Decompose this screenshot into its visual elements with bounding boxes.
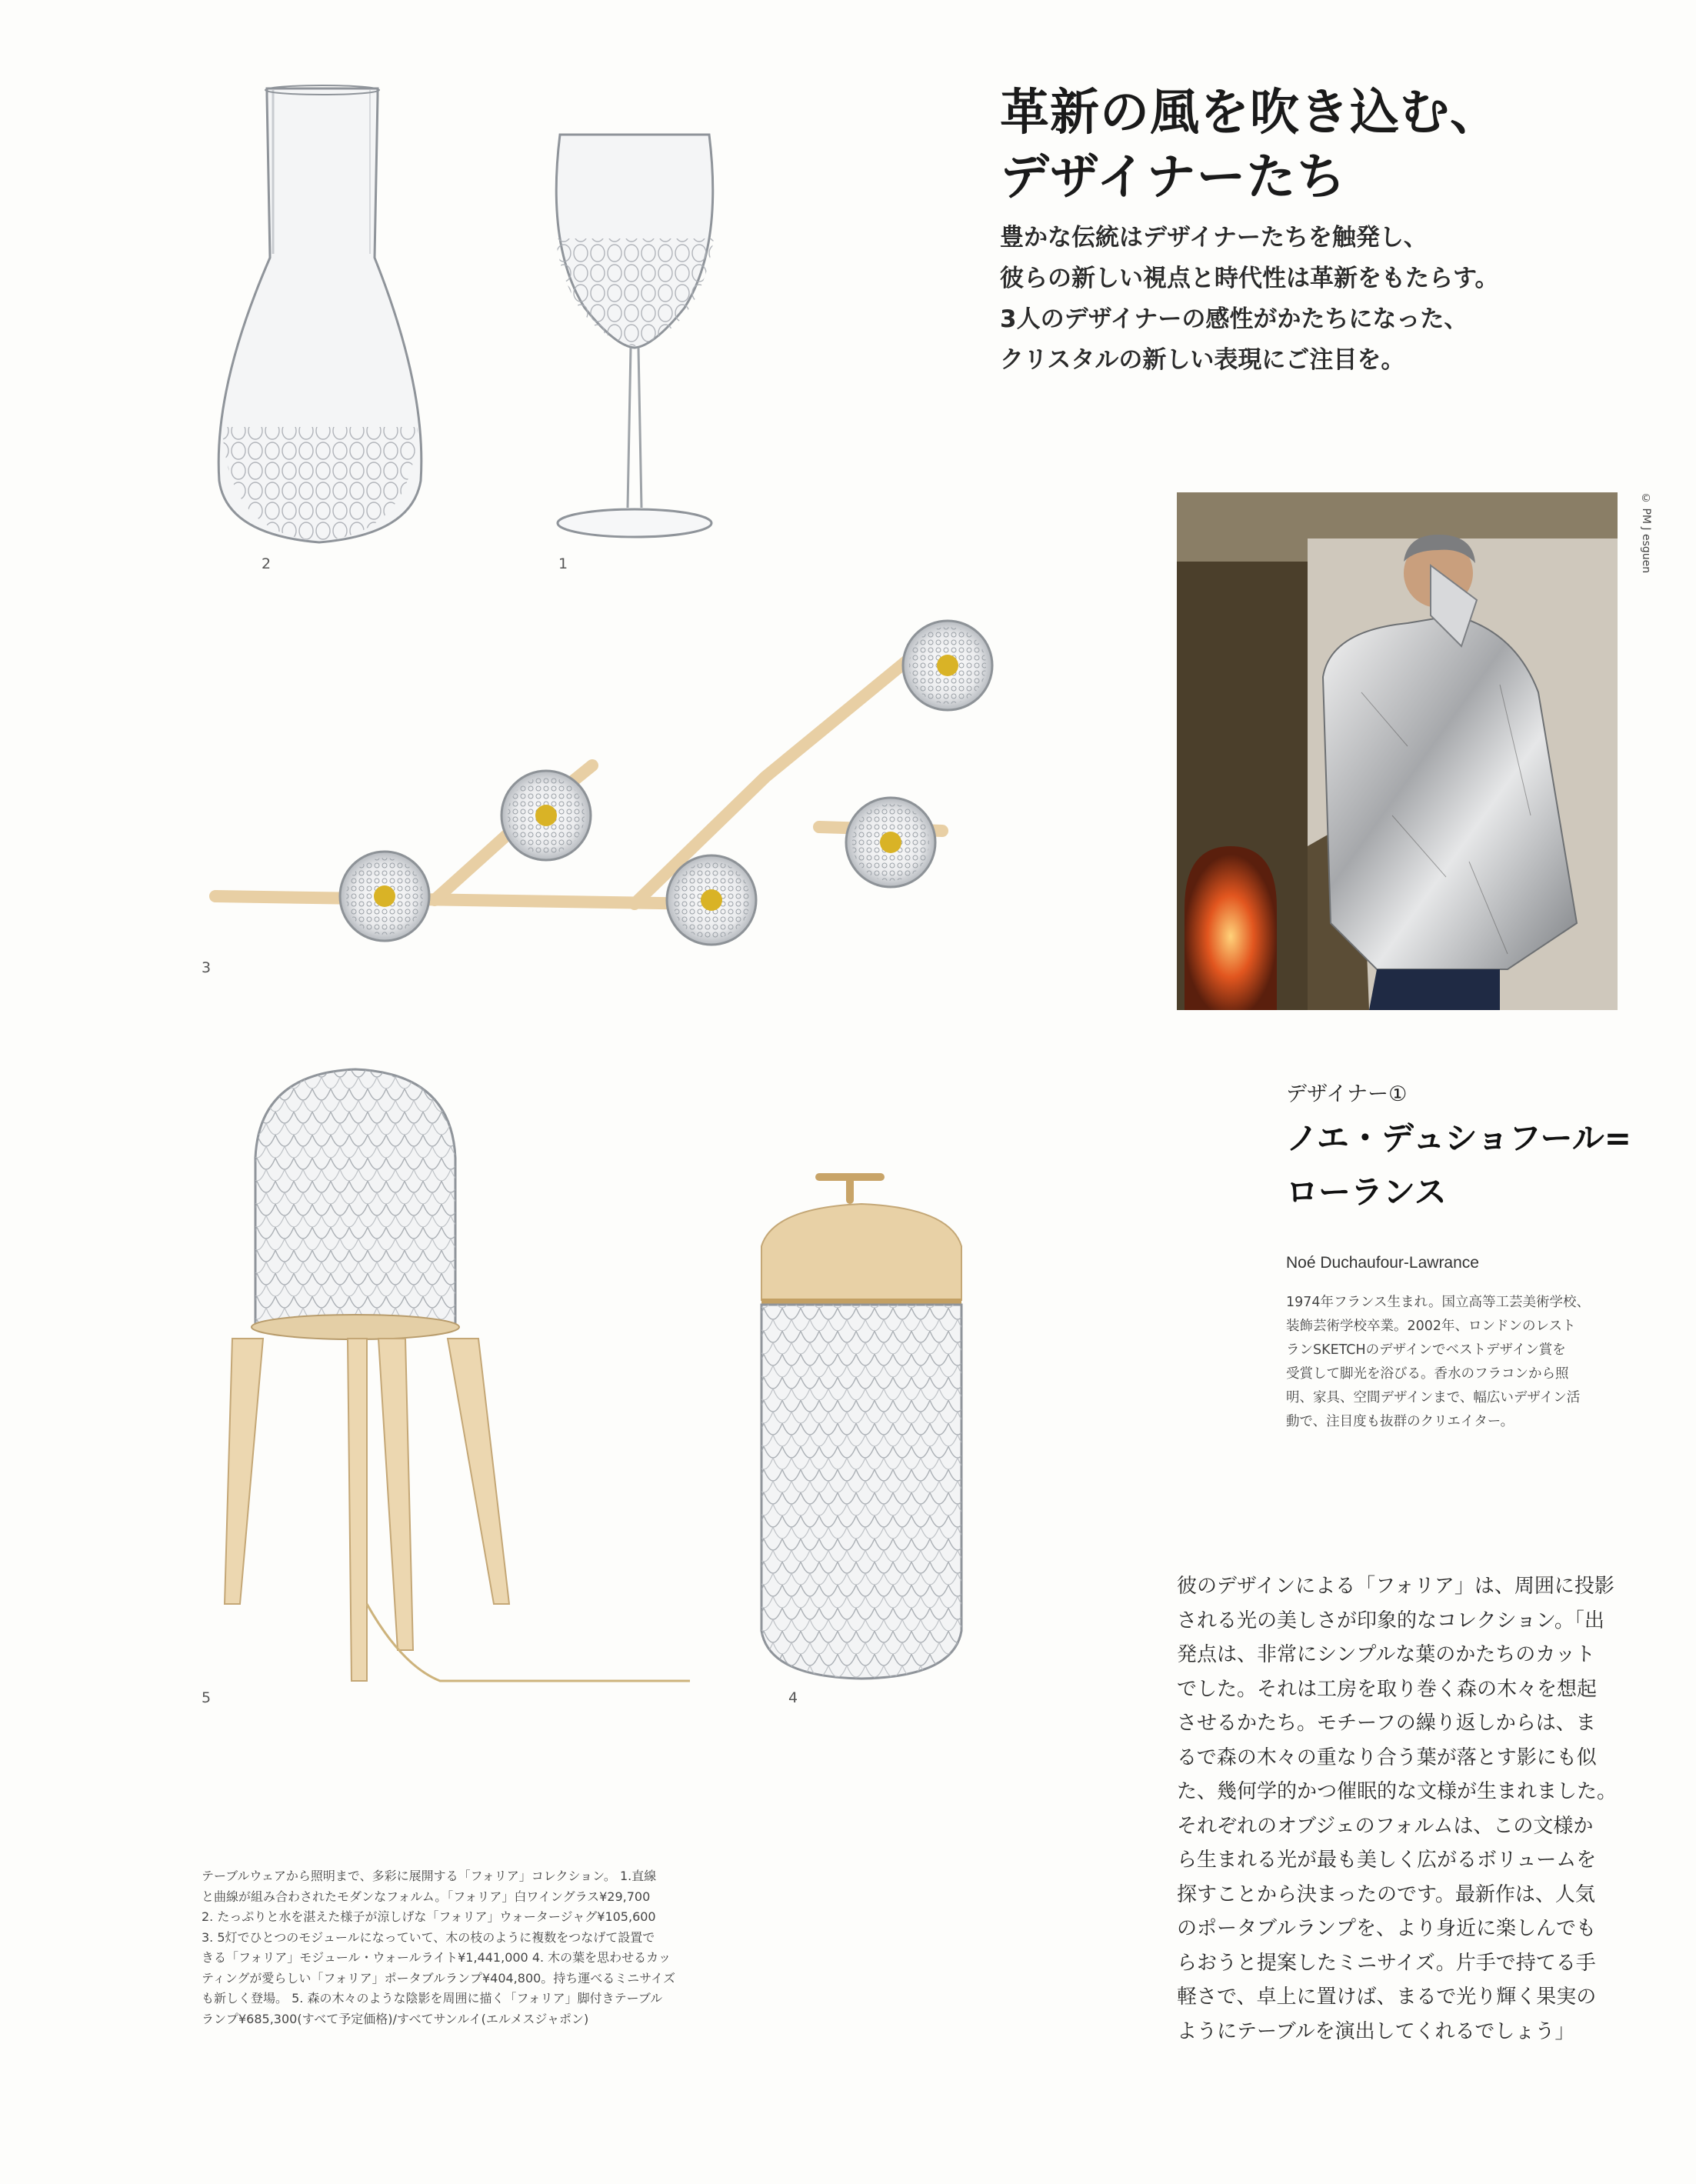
designer-photo: [1177, 492, 1618, 1010]
lead-line: 彼らの新しい視点と時代性は革新をもたらす。: [1000, 265, 1499, 292]
body-line: 軽さで、卓上に置けば、まるで光り輝く果実の: [1177, 1986, 1597, 2009]
carafe-image: [196, 81, 442, 558]
body-line: それぞれのオブジェのフォルムは、この文様か: [1177, 1814, 1594, 1838]
body-line: ら生まれる光が最も美しく広がるボリュームを: [1177, 1849, 1597, 1872]
product-number-wall-light: 3: [202, 959, 212, 976]
designer-name-line: ノエ・デュショフール=: [1286, 1119, 1631, 1157]
caption-line: 3. 5灯でひとつのモジュールになっていて、木の枝のように複数をつなげて設置で: [202, 1929, 655, 1945]
body-line: 彼のデザインによる「フォリア」は、周囲に投影: [1177, 1575, 1614, 1598]
designer-bio: [1286, 1291, 1624, 1434]
body-line: される光の美しさが印象的なコレクション。「出: [1177, 1609, 1604, 1632]
lead-line: 3人のデザイナーの感性がかたちになった、: [1000, 305, 1468, 333]
designer-label: デザイナー①: [1286, 1082, 1408, 1106]
caption-line: テーブルウェアから照明まで、多彩に展開する「フォリア」コレクション。 1.直線: [202, 1869, 657, 1883]
portable-lamp-image: [727, 1169, 996, 1685]
product-number-wine-glass: 1: [558, 555, 568, 572]
product-number-carafe: 2: [262, 555, 272, 572]
light-globe-5: [903, 621, 992, 710]
body-line: らおうと提案したミニサイズ。片手で持てる手: [1177, 1951, 1596, 1975]
caption-line: も新しく登場。 5. 森の木々のような陰影を周囲に描く「フォリア」脚付きテーブル: [202, 1991, 663, 2006]
lead-line: 豊かな伝統はデザイナーたちを触発し、: [1000, 224, 1428, 252]
body-line: のポータブルランプを、より身近に楽しんでも: [1177, 1917, 1596, 1940]
article-headline: [1000, 81, 1631, 210]
caption-line: と曲線が組み合わされたモダンなフォルム。「フォリア」白ワイングラス¥29,700: [202, 1889, 651, 1904]
bio-line: 装飾芸術学校卒業。2002年、ロンドンのレスト: [1286, 1319, 1576, 1334]
body-line: 探すことから決まったのです。最新作は、人気: [1177, 1882, 1595, 1906]
product-number-table-lamp: 5: [202, 1689, 212, 1706]
headline-line: 革新の風を吹き込む、: [1000, 85, 1500, 142]
bio-line: 1974年フランス生まれ。国立高等工芸美術学校、: [1286, 1295, 1591, 1310]
bio-line: ランSKETCHのデザインでベストデザイン賞を: [1286, 1342, 1566, 1358]
body-line: でした。それは工房を取り巻く森の木々を想起: [1177, 1677, 1598, 1701]
caption-line: 2. たっぷりと水を湛えた様子が涼しげな「フォリア」ウォータージャグ¥105,600: [202, 1909, 656, 1924]
designer-name: [1286, 1112, 1671, 1219]
bio-line: 受賞して脚光を浴びる。香水のフラコンから照: [1286, 1366, 1569, 1382]
lead-line: クリスタルの新しい表現にご注目を。: [1000, 346, 1405, 374]
caption-line: ティングが愛らしい「フォリア」ポータブルランプ¥404,800。持ち運べるミニサイズ: [202, 1970, 676, 1986]
product-caption: [202, 1866, 775, 2029]
caption-line: きる「フォリア」モジュール・ウォールライト¥1,441,000 4. 木の葉を思わせるカッ: [202, 1950, 671, 1965]
product-number-portable-lamp: 4: [788, 1689, 798, 1706]
designer-roman-name: Noé Duchaufour-Lawrance: [1286, 1254, 1479, 1272]
caption-line: ランプ¥685,300(すべて予定価格)/すべてサンルイ(エルメスジャポン): [202, 2011, 589, 2026]
article-lead: [1000, 218, 1631, 381]
photo-credit: © PM J esguen: [1640, 492, 1652, 574]
body-line: 発点は、非常にシンプルな葉のかたちのカット: [1177, 1643, 1596, 1666]
table-lamp-image: [202, 1065, 694, 1689]
wine-glass-image: [538, 123, 731, 554]
light-globe-4: [846, 798, 935, 887]
body-line: るで森の木々の重なり合う葉が落とす影にも似: [1177, 1746, 1597, 1769]
body-line: ようにテーブルを演出してくれるでしょう」: [1177, 2019, 1575, 2043]
light-globe-2: [501, 771, 591, 860]
headline-line: デザイナーたち: [1000, 149, 1347, 206]
light-globe-1: [340, 852, 429, 941]
wall-light-branch-image: [204, 600, 1019, 954]
body-line: させるかたち。モチーフの繰り返しからは、ま: [1177, 1712, 1596, 1735]
light-globe-3: [667, 855, 756, 945]
bio-line: 動で、注目度も抜群のクリエイター。: [1286, 1414, 1514, 1429]
body-line: た、幾何学的かつ催眠的な文様が生まれました。: [1177, 1780, 1618, 1803]
designer-name-line: ローランス: [1286, 1173, 1447, 1211]
article-body: [1177, 1569, 1638, 2049]
bio-line: 明、家具、空間デザインまで、幅広いデザイン活: [1286, 1390, 1581, 1405]
